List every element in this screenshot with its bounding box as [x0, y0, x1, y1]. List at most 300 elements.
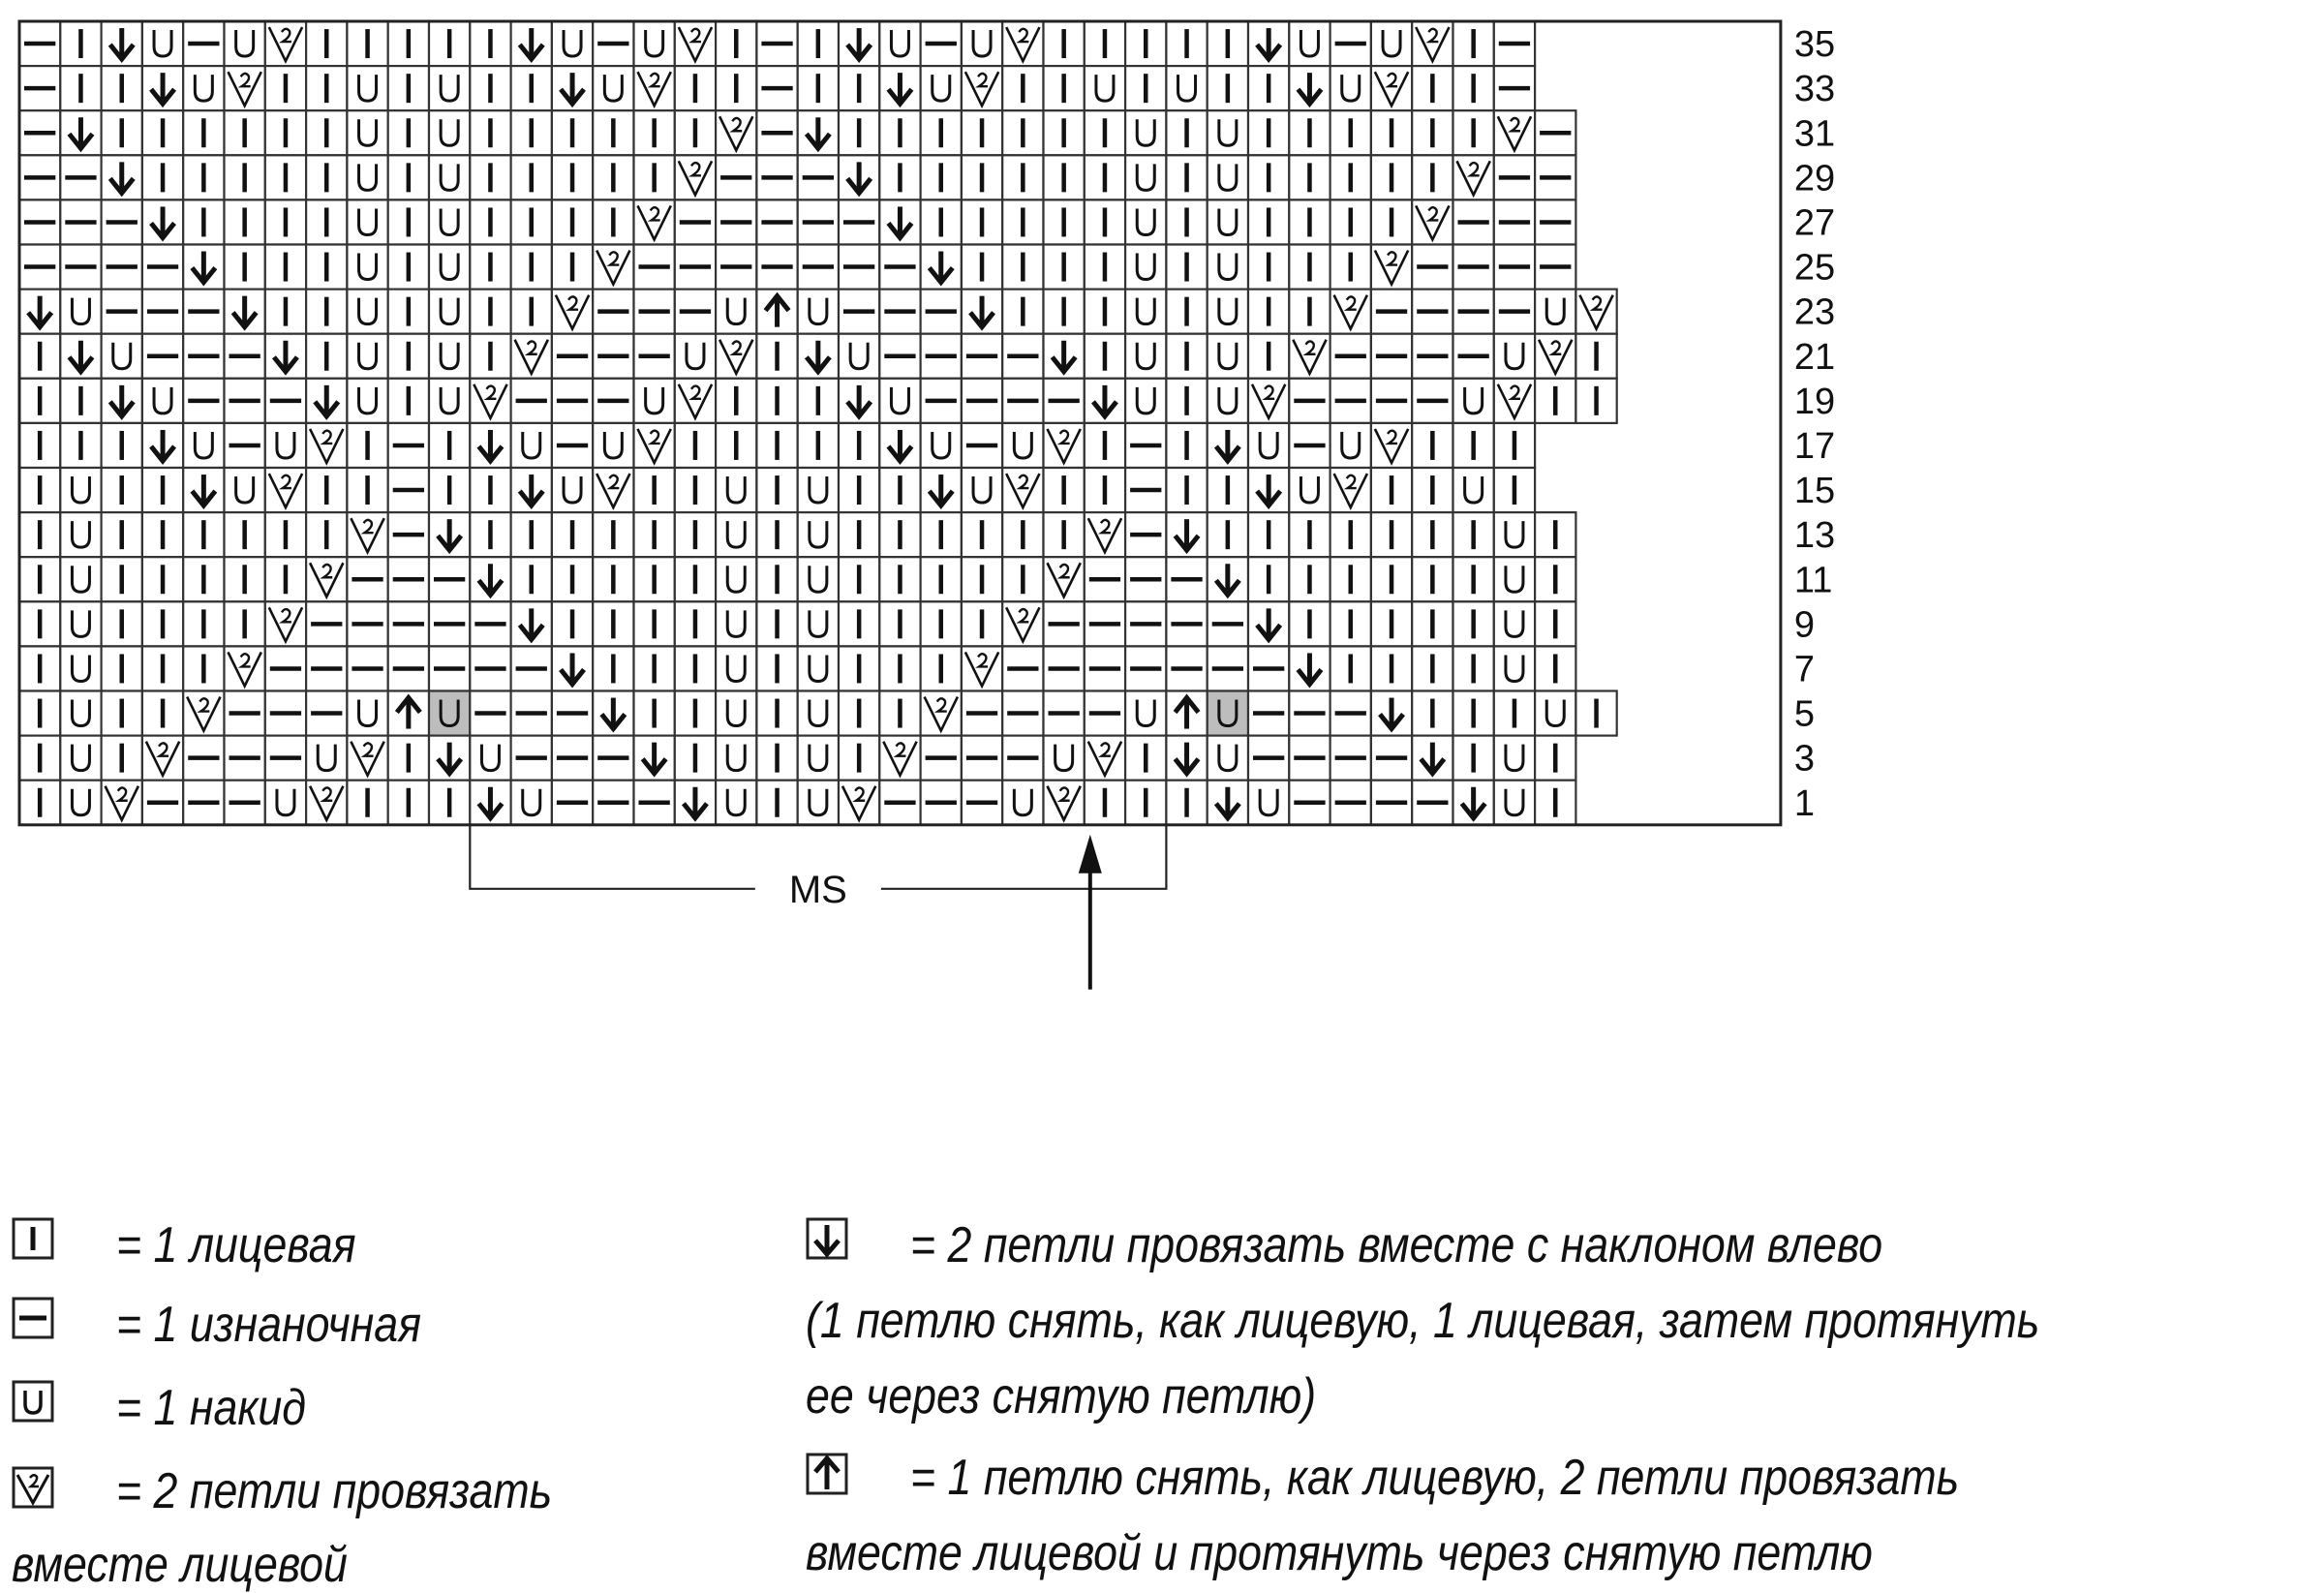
knit-stitch-cell	[60, 21, 101, 66]
yarn-over-cell	[1208, 110, 1248, 155]
purl-stitch-cell	[429, 601, 470, 646]
knit-stitch-cell	[265, 290, 306, 334]
yarn-over-cell	[1002, 781, 1043, 825]
yarn-over-cell	[962, 468, 1002, 512]
ssk-decrease-cell	[1166, 736, 1207, 781]
yarn-over-cell	[716, 512, 756, 557]
k2tog-decrease-cell	[593, 245, 633, 290]
knit-stitch-cell	[1289, 245, 1330, 290]
yarn-over-cell	[1494, 646, 1535, 690]
k2tog-decrease-cell	[306, 781, 347, 825]
ssk-decrease-cell	[60, 110, 101, 155]
knit-stitch-cell	[470, 66, 510, 110]
knit-stitch-cell	[225, 601, 265, 646]
knit-stitch-cell	[511, 155, 552, 199]
knit-stitch-cell	[634, 155, 675, 199]
knit-stitch-cell	[470, 110, 510, 155]
k2tog-decrease-cell	[1248, 379, 1289, 423]
knit-stitch-cell	[142, 691, 183, 736]
knit-stitch-cell	[388, 110, 429, 155]
knit-stitch-cell	[60, 379, 101, 423]
knit-stitch-cell	[306, 155, 347, 199]
knit-stitch-cell	[1535, 557, 1575, 601]
purl-stitch-cell	[921, 736, 962, 781]
purl-stitch-cell	[962, 423, 1002, 468]
knit-stitch-cell	[921, 601, 962, 646]
yarn-over-cell	[1208, 379, 1248, 423]
knit-stitch-cell	[183, 199, 224, 244]
k2tog-decrease-cell	[1371, 423, 1412, 468]
knit-stitch-cell	[1166, 290, 1207, 334]
knit-stitch-cell	[388, 245, 429, 290]
purl-stitch-cell	[1085, 646, 1125, 690]
knit-stitch-cell	[839, 601, 879, 646]
purl-stitch-cell	[183, 379, 224, 423]
knit-stitch-cell	[470, 290, 510, 334]
k2tog-decrease-cell	[839, 781, 879, 825]
knit-stitch-cell	[1535, 512, 1575, 557]
knit-stitch-cell	[1330, 601, 1371, 646]
yarn-over-cell	[429, 66, 470, 110]
knit-stitch-cell	[19, 646, 60, 690]
purl-stitch-cell	[388, 601, 429, 646]
k2tog-decrease-cell	[265, 468, 306, 512]
purl-stitch-cell	[1044, 691, 1085, 736]
purl-stitch-cell	[593, 736, 633, 781]
legend-k2tog-text-1: = 2 петли провязать	[116, 1463, 553, 1519]
yarn-over-cell	[183, 423, 224, 468]
knit-stitch-cell	[756, 512, 797, 557]
purl-stitch-cell	[1412, 245, 1452, 290]
knit-stitch-cell	[634, 601, 675, 646]
knit-stitch-cell	[388, 781, 429, 825]
knit-stitch-cell	[1330, 110, 1371, 155]
yarn-over-cell	[347, 691, 387, 736]
knit-stitch-cell	[879, 468, 920, 512]
pattern-repeat-bracket	[470, 825, 1166, 914]
knit-stitch-cell	[265, 110, 306, 155]
knit-stitch-cell	[102, 736, 142, 781]
yarn-over-cell	[798, 290, 839, 334]
k2tog-decrease-cell	[225, 66, 265, 110]
yarn-over-cell	[306, 736, 347, 781]
ssk-decrease-cell	[142, 199, 183, 244]
purl-stitch-cell	[1494, 199, 1535, 244]
yarn-over-cell	[798, 512, 839, 557]
purl-stitch-cell	[1330, 334, 1371, 379]
purl-stitch-cell	[716, 155, 756, 199]
knit-stitch-cell	[1002, 245, 1043, 290]
ssk-decrease-cell	[142, 66, 183, 110]
knit-stitch-cell	[1289, 290, 1330, 334]
ssk-decrease-cell	[102, 155, 142, 199]
purl-stitch-cell	[511, 646, 552, 690]
knit-stitch-cell	[1085, 21, 1125, 66]
knit-stitch-cell	[1125, 781, 1166, 825]
yarn-over-cell	[1166, 66, 1207, 110]
purl-stitch-cell	[756, 199, 797, 244]
knit-stitch-cell	[1412, 557, 1452, 601]
ssk-decrease-cell	[552, 66, 593, 110]
row-number-label: 29	[1793, 158, 1836, 199]
knit-stitch-cell	[102, 646, 142, 690]
purl-stitch-cell	[839, 199, 879, 244]
double-decrease-symbol-icon	[806, 1453, 848, 1495]
purl-stitch-cell	[1535, 245, 1575, 290]
purl-stitch-cell	[60, 245, 101, 290]
row-number-label: 7	[1793, 649, 1816, 690]
purl-stitch-cell	[1044, 379, 1085, 423]
yarn-over-cell	[675, 334, 716, 379]
yarn-over-cell	[1289, 468, 1330, 512]
knit-stitch-cell	[1330, 646, 1371, 690]
knit-stitch-cell	[879, 557, 920, 601]
purl-stitch-cell	[347, 646, 387, 690]
k2tog-decrease-cell	[962, 646, 1002, 690]
purl-stitch-cell	[593, 781, 633, 825]
knit-stitch-cell	[183, 155, 224, 199]
knit-stitch-cell	[921, 557, 962, 601]
knit-stitch-cell	[1044, 110, 1085, 155]
knit-stitch-cell	[102, 557, 142, 601]
k2tog-symbol-icon	[12, 1466, 54, 1509]
knit-stitch-cell	[388, 155, 429, 199]
knit-stitch-cell	[1289, 512, 1330, 557]
yarn-over-cell	[879, 379, 920, 423]
purl-stitch-cell	[388, 468, 429, 512]
row-number-label: 19	[1793, 381, 1836, 422]
knit-stitch-cell	[142, 601, 183, 646]
knit-stitch-cell	[102, 66, 142, 110]
purl-stitch-cell	[388, 646, 429, 690]
yarn-over-cell	[429, 245, 470, 290]
knit-stitch-cell	[756, 736, 797, 781]
knit-stitch-cell	[1330, 557, 1371, 601]
knit-stitch-cell	[1002, 557, 1043, 601]
knit-stitch-cell	[1330, 155, 1371, 199]
knit-stitch-cell	[1044, 199, 1085, 244]
yarn-over-cell	[60, 557, 101, 601]
purl-symbol-icon	[12, 1297, 54, 1339]
purl-stitch-cell	[1289, 691, 1330, 736]
knit-stitch-cell	[1453, 66, 1494, 110]
knit-stitch-cell	[1412, 468, 1452, 512]
knit-stitch-cell	[306, 512, 347, 557]
purl-stitch-cell	[1371, 379, 1412, 423]
knit-stitch-cell	[19, 512, 60, 557]
purl-stitch-cell	[756, 110, 797, 155]
purl-stitch-cell	[921, 290, 962, 334]
yarn-over-cell	[1208, 290, 1248, 334]
knit-stitch-cell	[1330, 245, 1371, 290]
knit-stitch-cell	[756, 601, 797, 646]
knit-stitch-cell	[675, 691, 716, 736]
knit-stitch-cell	[962, 512, 1002, 557]
knit-stitch-cell	[19, 423, 60, 468]
ssk-decrease-cell	[511, 601, 552, 646]
k2tog-decrease-cell	[634, 66, 675, 110]
knit-stitch-cell	[675, 557, 716, 601]
k2tog-decrease-cell	[265, 21, 306, 66]
knit-stitch-cell	[429, 468, 470, 512]
knit-stitch-cell	[1453, 736, 1494, 781]
knit-stitch-cell	[1085, 155, 1125, 199]
purl-stitch-cell	[1248, 691, 1289, 736]
purl-stitch-cell	[429, 557, 470, 601]
knit-stitch-cell	[347, 468, 387, 512]
knit-stitch-cell	[1002, 199, 1043, 244]
purl-stitch-cell	[1494, 155, 1535, 199]
knit-stitch-cell	[716, 423, 756, 468]
knit-stitch-cell	[634, 110, 675, 155]
k2tog-decrease-cell	[1535, 334, 1575, 379]
start-arrow-icon	[1079, 835, 1102, 990]
ssk-decrease-cell	[593, 691, 633, 736]
legend-k2tog-text-2: вместе лицевой	[12, 1537, 348, 1593]
ssk-decrease-cell	[306, 379, 347, 423]
yarn-over-cell	[1125, 334, 1166, 379]
purl-stitch-cell	[1002, 379, 1043, 423]
purl-stitch-cell	[306, 601, 347, 646]
purl-stitch-cell	[1453, 245, 1494, 290]
purl-stitch-cell	[593, 21, 633, 66]
legend-knit-text: = 1 лицевая	[116, 1217, 356, 1273]
purl-stitch-cell	[1085, 601, 1125, 646]
knit-stitch-cell	[1044, 290, 1085, 334]
k2tog-decrease-cell	[634, 199, 675, 244]
yarn-over-cell	[716, 557, 756, 601]
knit-stitch-cell	[1535, 379, 1575, 423]
knit-stitch-cell	[388, 199, 429, 244]
knit-stitch-cell	[225, 512, 265, 557]
ssk-decrease-cell	[675, 781, 716, 825]
knit-stitch-cell	[1166, 245, 1207, 290]
knit-stitch-cell	[756, 334, 797, 379]
yarn-over-cell	[1248, 781, 1289, 825]
k2tog-decrease-cell	[1330, 468, 1371, 512]
purl-stitch-cell	[593, 290, 633, 334]
knit-stitch-cell	[347, 423, 387, 468]
knit-stitch-cell	[634, 512, 675, 557]
purl-stitch-cell	[675, 199, 716, 244]
knit-stitch-cell	[552, 512, 593, 557]
yarn-over-cell	[716, 736, 756, 781]
knit-stitch-cell	[1535, 646, 1575, 690]
knit-stitch-cell	[102, 468, 142, 512]
knit-stitch-cell	[142, 155, 183, 199]
yarn-over-cell	[60, 691, 101, 736]
knit-stitch-cell	[511, 110, 552, 155]
knit-stitch-cell	[962, 557, 1002, 601]
purl-stitch-cell	[102, 245, 142, 290]
knit-stitch-cell	[839, 646, 879, 690]
ssk-decrease-cell	[1248, 601, 1289, 646]
knit-stitch-cell	[879, 155, 920, 199]
knit-stitch-cell	[921, 155, 962, 199]
knit-stitch-cell	[470, 245, 510, 290]
knit-stitch-cell	[183, 110, 224, 155]
knit-stitch-cell	[675, 512, 716, 557]
purl-stitch-cell	[1494, 21, 1535, 66]
row-number-label: 3	[1793, 738, 1816, 780]
ssk-decrease-cell	[1289, 66, 1330, 110]
row-number-label: 1	[1793, 782, 1816, 824]
purl-stitch-cell	[879, 334, 920, 379]
k2tog-decrease-cell	[306, 423, 347, 468]
knit-stitch-cell	[511, 199, 552, 244]
knit-stitch-cell	[1371, 512, 1412, 557]
knit-stitch-cell	[1575, 691, 1616, 736]
purl-stitch-cell	[921, 21, 962, 66]
yarn-over-cell	[798, 736, 839, 781]
knit-stitch-cell	[1044, 66, 1085, 110]
purl-stitch-cell	[60, 199, 101, 244]
knit-stitch-cell	[675, 646, 716, 690]
purl-stitch-cell	[634, 334, 675, 379]
purl-stitch-cell	[1002, 646, 1043, 690]
knit-stitch-cell	[1208, 21, 1248, 66]
knit-stitch-cell	[1453, 512, 1494, 557]
yarn-over-cell	[1494, 334, 1535, 379]
knit-stitch-cell	[388, 290, 429, 334]
knit-stitch-cell	[593, 601, 633, 646]
purl-stitch-cell	[1248, 736, 1289, 781]
knit-stitch-cell	[1166, 334, 1207, 379]
knit-stitch-cell	[879, 691, 920, 736]
purl-stitch-cell	[142, 290, 183, 334]
knit-stitch-cell	[839, 468, 879, 512]
knit-stitch-cell	[1371, 557, 1412, 601]
knit-stitch-cell	[183, 601, 224, 646]
k2tog-decrease-cell	[1002, 21, 1043, 66]
ssk-decrease-cell	[102, 21, 142, 66]
yarn-over-cell	[60, 601, 101, 646]
knit-stitch-cell	[1125, 21, 1166, 66]
purl-stitch-cell	[634, 781, 675, 825]
yarn-over-cell	[1535, 691, 1575, 736]
yarn-over-cell	[1208, 736, 1248, 781]
purl-stitch-cell	[306, 646, 347, 690]
purl-stitch-cell	[552, 423, 593, 468]
k2tog-decrease-cell	[1494, 110, 1535, 155]
knit-stitch-cell	[183, 512, 224, 557]
knit-stitch-cell	[716, 66, 756, 110]
purl-stitch-cell	[798, 155, 839, 199]
purl-stitch-cell	[347, 601, 387, 646]
purl-stitch-cell	[225, 781, 265, 825]
knit-stitch-cell	[839, 110, 879, 155]
yarn-over-cell	[1125, 379, 1166, 423]
yarn-over-cell	[552, 21, 593, 66]
knit-stitch-cell	[306, 290, 347, 334]
ssk-decrease-cell	[183, 468, 224, 512]
knit-stitch-cell	[1166, 468, 1207, 512]
purl-stitch-cell	[552, 334, 593, 379]
knit-stitch-cell	[1412, 66, 1452, 110]
purl-stitch-cell	[388, 512, 429, 557]
purl-stitch-cell	[1125, 601, 1166, 646]
knit-stitch-cell	[1085, 468, 1125, 512]
knit-stitch-cell	[306, 66, 347, 110]
purl-stitch-cell	[593, 334, 633, 379]
k2tog-decrease-cell	[1085, 736, 1125, 781]
purl-stitch-cell	[1535, 110, 1575, 155]
yarn-over-cell	[60, 781, 101, 825]
knit-stitch-cell	[962, 199, 1002, 244]
purl-stitch-cell	[962, 379, 1002, 423]
knit-stitch-cell	[142, 512, 183, 557]
yarn-over-cell	[1125, 691, 1166, 736]
knit-stitch-cell	[511, 557, 552, 601]
purl-stitch-cell	[962, 691, 1002, 736]
yarn-over-cell	[225, 21, 265, 66]
ssk-decrease-cell	[798, 110, 839, 155]
ssk-decrease-cell	[552, 646, 593, 690]
purl-stitch-cell	[347, 557, 387, 601]
knit-stitch-cell	[429, 21, 470, 66]
knit-stitch-cell	[1248, 334, 1289, 379]
purl-stitch-cell	[879, 781, 920, 825]
knit-stitch-cell	[798, 21, 839, 66]
purl-stitch-cell	[388, 423, 429, 468]
knit-stitch-cell	[265, 245, 306, 290]
ssk-decrease-cell	[1289, 646, 1330, 690]
knit-stitch-cell	[1453, 646, 1494, 690]
k2tog-decrease-cell	[634, 423, 675, 468]
yarn-over-cell	[798, 781, 839, 825]
knit-stitch-cell	[1494, 691, 1535, 736]
purl-stitch-cell	[511, 736, 552, 781]
knit-stitch-cell	[634, 646, 675, 690]
purl-stitch-cell	[879, 290, 920, 334]
knit-stitch-cell	[839, 66, 879, 110]
purl-stitch-cell	[225, 736, 265, 781]
ssk-decrease-cell	[1044, 334, 1085, 379]
legend-ssk-text-2: (1 петлю снять, как лицевую, 1 лицевая, затем протянуть	[806, 1293, 2040, 1349]
knit-stitch-cell	[1412, 155, 1452, 199]
purl-stitch-cell	[1166, 646, 1207, 690]
ssk-decrease-cell	[921, 245, 962, 290]
purl-stitch-cell	[1044, 601, 1085, 646]
ssk-symbol-icon	[806, 1217, 848, 1260]
k2tog-decrease-cell	[1494, 379, 1535, 423]
knit-stitch-cell	[102, 512, 142, 557]
yarn-over-cell	[347, 66, 387, 110]
knit-stitch-cell	[388, 334, 429, 379]
knit-stitch-cell	[879, 646, 920, 690]
legend-ssk-text-1: = 2 петли провязать вместе с наклоном влево	[910, 1217, 1883, 1273]
knit-stitch-cell	[19, 379, 60, 423]
knit-stitch-cell	[1125, 66, 1166, 110]
purl-stitch-cell	[1412, 334, 1452, 379]
purl-stitch-cell	[1535, 155, 1575, 199]
knit-stitch-cell	[1085, 245, 1125, 290]
knit-stitch-cell	[839, 691, 879, 736]
row-number-label: 31	[1793, 113, 1836, 155]
ssk-decrease-cell	[183, 245, 224, 290]
knit-stitch-cell	[470, 468, 510, 512]
yarn-over-cell	[60, 290, 101, 334]
knit-stitch-cell	[102, 691, 142, 736]
purl-stitch-cell	[265, 646, 306, 690]
knit-stitch-cell	[265, 199, 306, 244]
knit-stitch-cell	[1494, 468, 1535, 512]
purl-stitch-cell	[1125, 646, 1166, 690]
purl-stitch-cell	[1289, 781, 1330, 825]
purl-stitch-cell	[593, 379, 633, 423]
k2tog-decrease-cell	[716, 334, 756, 379]
knit-stitch-cell	[19, 557, 60, 601]
